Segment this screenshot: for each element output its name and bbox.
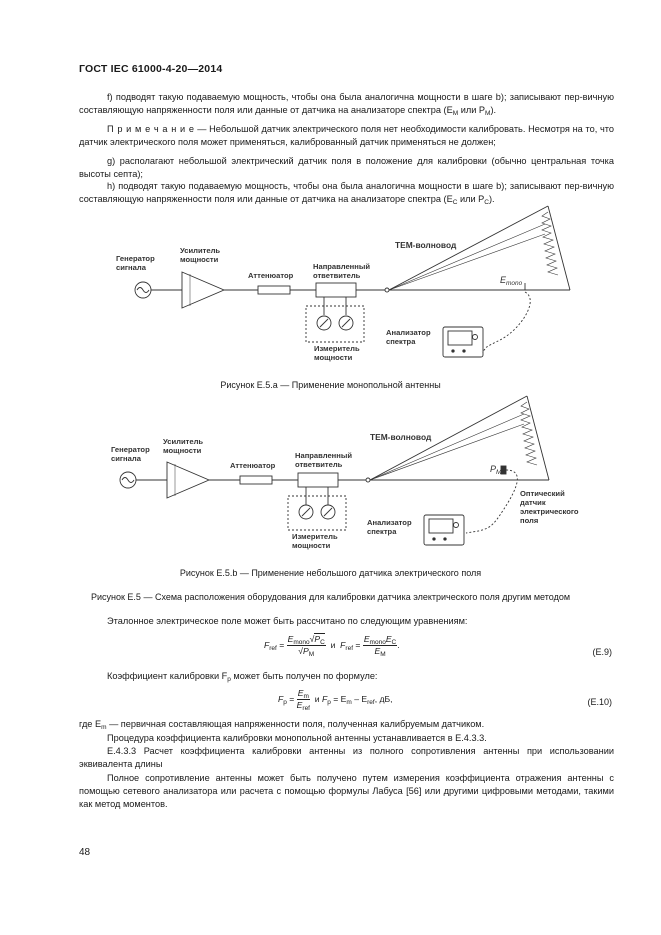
last-paragraph: Полное сопротивление антенны может быть получено путем измерения коэффициента отражения антенны с помощью сетевого анализатора или расчета с помощью формулы Лабуса [56] или другими цифровыми методами, такими как метод моментов.	[79, 773, 614, 809]
power-meter-a-box	[306, 306, 364, 342]
equation-e9: $F_{ref}$ = $\frac{E_{mono}√P_C}{√P_M}$ и $F_{ref}$ = $\frac{E_{mono}E_C}{E_M}$ .	[264, 634, 400, 658]
attenuator-a-symbol	[258, 286, 290, 294]
paragraph-g: g) располагают небольшой электрический датчик поля в положение для калибровки (обычно центральная точка высоты септа);	[79, 156, 614, 179]
analyzer-a-symbol	[443, 327, 483, 357]
caption-figure-main: Рисунок Е.5 — Схема расположения оборудования для калибровки датчика электрического поля другим методом	[90, 592, 571, 602]
coupler-a-symbol	[316, 283, 356, 297]
label-coupler-b: Направленный ответвитель	[295, 451, 352, 469]
label-power-meter-b: Измеритель мощности	[292, 532, 338, 550]
label-p-m: $P_M$	[490, 464, 502, 476]
paragraph-h: h) подводят такую подаваемую мощность, чтобы она была аналогична мощности в шаге b); записывают пер-вичную составляющую напряженности поля или данные от датчика на анализаторе спектра ($E_C$ или $P_C$).	[79, 181, 614, 206]
label-e-mono: $E_{mono}$	[500, 275, 523, 287]
section-e433: Е.4.3.3 Расчет коэффициента калибровки антенны из полного сопротивления антенны при использовании эквивалента длины	[79, 746, 614, 769]
analyzer-b-symbol	[424, 515, 464, 545]
coupler-b-symbol	[298, 473, 338, 487]
procedure-text: Процедура коэффициента калибровки монопольной антенны устанавливается в Е.4.3.3.	[107, 733, 487, 743]
coef-text: Коэффициент калибровки $F_p$ может быть получен по формуле:	[107, 671, 378, 683]
label-power-meter-a: Измеритель мощности	[314, 344, 360, 362]
page-number: 48	[79, 847, 91, 858]
intro-text: Эталонное электрическое поле может быть рассчитано по следующим уравнениям:	[107, 616, 468, 626]
note: П р и м е ч а н и е — Небольшой датчик электрического поля нет необходимости калибровать. Несмотря на то, что датчик электрического поля может применяться, калиброванный датчик применяться не должен;	[79, 124, 614, 147]
label-tem-b: ТЕМ-волновод	[370, 432, 432, 442]
attenuator-b-symbol	[240, 476, 272, 484]
caption-figure-a: Рисунок Е.5.а — Применение монопольной антенны	[220, 380, 441, 390]
caption-figure-b: Рисунок Е.5.b — Применение небольшого датчика электрического поля	[179, 568, 482, 578]
equation-e10: $F_p$ = $\frac{E_m}{E_{ref}}$ и $F_p = E_m - E_{ref}$, дБ,	[278, 688, 393, 712]
amplifier-a-symbol	[182, 272, 224, 308]
label-analyzer-b: Анализатор спектра	[367, 518, 412, 536]
label-amplifier-a: Усилитель мощности	[180, 246, 221, 264]
amplifier-b-symbol	[167, 462, 209, 498]
label-analyzer-a: Анализатор спектра	[386, 328, 431, 346]
label-optical-probe: Оптический датчик электрического поля	[520, 489, 579, 525]
power-meter-b-box	[288, 496, 346, 530]
page-header: ГОСТ IEC 61000-4-20—2014	[79, 63, 223, 75]
label-attenuator-a: Аттенюатор	[248, 271, 294, 280]
label-amplifier-b: Усилитель мощности	[163, 437, 204, 455]
equation-e10-number: (Е.10)	[587, 697, 612, 707]
equation-e9-number: (Е.9)	[592, 647, 612, 657]
label-generator-b: Генератор сигнала	[111, 445, 150, 463]
label-tem-a: ТЕМ-волновод	[395, 240, 457, 250]
paragraph-f: f) подводят такую подаваемую мощность, чтобы она была аналогична мощности в шаге b); записывают пер-вичную составляющую напряженности поля или данные от датчика на анализаторе спектра ($E_M$ или $P_M$).	[79, 92, 614, 117]
where-text: где $E_m$ — первичная составляющая напряженности поля, полученная калибруемым датчиком.	[79, 719, 485, 731]
label-generator-a: Генератор сигнала	[116, 254, 155, 272]
label-attenuator-b: Аттенюатор	[230, 461, 276, 470]
label-coupler-a: Направленный ответвитель	[313, 262, 370, 280]
